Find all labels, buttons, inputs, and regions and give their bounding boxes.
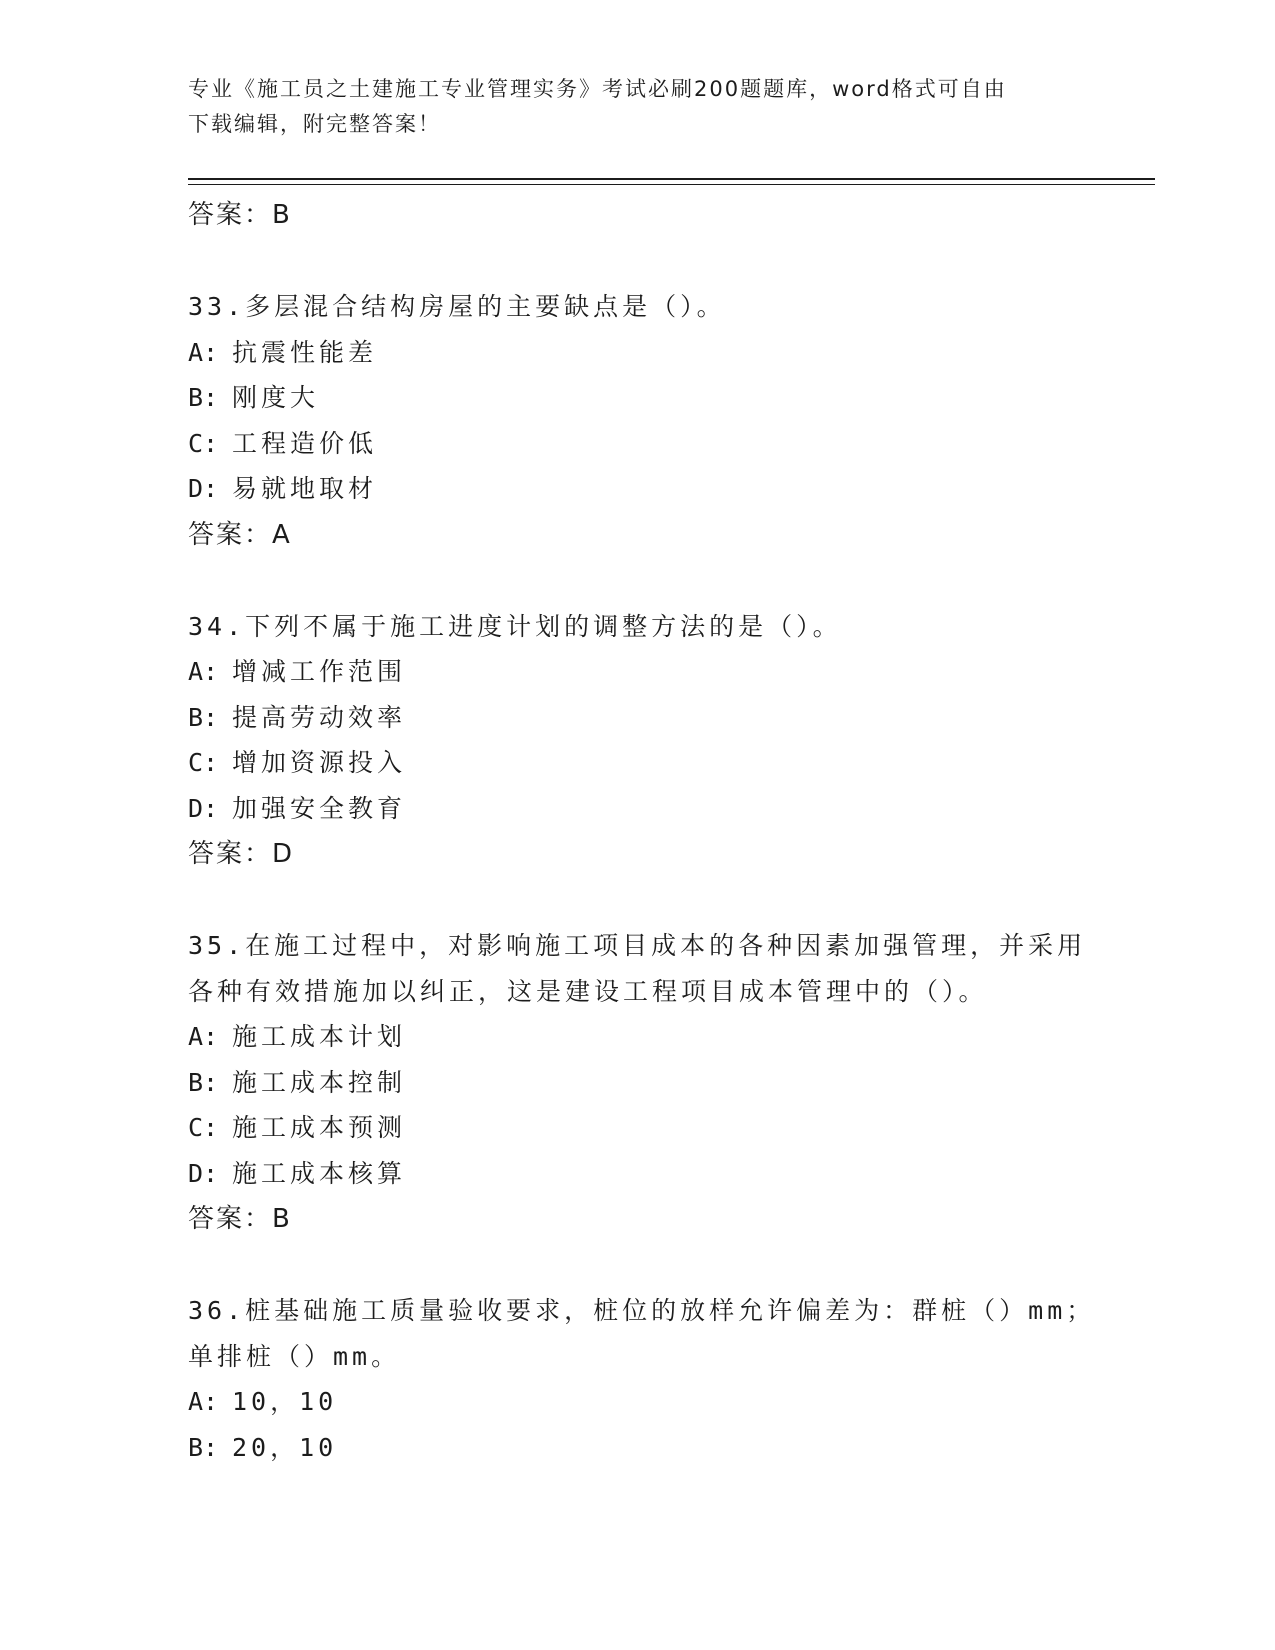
question-answer: 答案：A bbox=[188, 519, 292, 550]
question-text: 33.多层混合结构房屋的主要缺点是（）。 bbox=[188, 292, 726, 321]
option-text: 加强安全教育 bbox=[232, 793, 407, 823]
header-line-2: 下载编辑，附完整答案！ bbox=[188, 112, 441, 136]
question-36 bbox=[188, 1288, 1096, 1470]
option-label: B: bbox=[188, 383, 219, 412]
question-answer: 答案：B bbox=[188, 1204, 292, 1234]
option-text: 增减工作范围 bbox=[232, 657, 407, 686]
header-line-1: 专业《施工员之土建施工专业管理实务》考试必刷200题题库，word格式可自由 bbox=[188, 77, 1007, 101]
option-c bbox=[188, 740, 1088, 786]
option-b bbox=[188, 1425, 1088, 1471]
option-label: A: bbox=[188, 1022, 219, 1051]
option-d bbox=[188, 466, 1088, 512]
question-text: 34.下列不属于施工进度计划的调整方法的是（）。 bbox=[188, 611, 842, 641]
option-label: C: bbox=[188, 428, 219, 458]
option-label: B: bbox=[188, 1067, 219, 1097]
option-label: B: bbox=[188, 702, 219, 732]
option-a bbox=[188, 649, 1088, 695]
previous-answer: 答案：B bbox=[188, 200, 292, 230]
option-text: 10，10 bbox=[232, 1387, 338, 1416]
option-b bbox=[188, 1060, 1088, 1106]
document-header bbox=[188, 72, 1088, 142]
option-text: 刚度大 bbox=[232, 383, 320, 412]
option-b bbox=[188, 375, 1088, 421]
question-text: 35.在施工过程中，对影响施工项目成本的各种因素加强管理，并采用 bbox=[188, 931, 1087, 960]
question-34 bbox=[188, 604, 1088, 878]
option-text: 施工成本预测 bbox=[232, 1113, 407, 1142]
option-label: D: bbox=[188, 1158, 219, 1188]
option-text: 施工成本计划 bbox=[232, 1022, 407, 1051]
option-label: A: bbox=[188, 657, 219, 686]
option-d bbox=[188, 1151, 1088, 1197]
question-35 bbox=[188, 923, 1088, 1242]
option-text: 施工成本核算 bbox=[232, 1158, 407, 1188]
option-label: D: bbox=[188, 474, 219, 503]
header-divider-thin bbox=[188, 184, 1155, 185]
option-b bbox=[188, 695, 1088, 741]
option-label: A: bbox=[188, 1387, 219, 1416]
option-d bbox=[188, 786, 1088, 832]
question-list bbox=[188, 192, 1096, 1470]
option-a bbox=[188, 330, 1088, 376]
option-text: 20，10 bbox=[232, 1432, 338, 1462]
option-c bbox=[188, 1105, 1088, 1151]
question-text: 36.桩基础施工质量验收要求，桩位的放样允许偏差为：群桩（）mm； bbox=[188, 1296, 1096, 1325]
option-label: C: bbox=[188, 748, 219, 777]
option-c bbox=[188, 421, 1088, 467]
option-text: 工程造价低 bbox=[232, 428, 378, 458]
option-a bbox=[188, 1379, 1088, 1425]
option-text: 施工成本控制 bbox=[232, 1067, 407, 1097]
option-label: B: bbox=[188, 1432, 219, 1462]
option-a bbox=[188, 1014, 1088, 1060]
question-text-continued: 单排桩（）mm。 bbox=[188, 1341, 401, 1371]
option-label: D: bbox=[188, 793, 219, 823]
question-answer: 答案：D bbox=[188, 839, 295, 869]
option-text: 增加资源投入 bbox=[232, 748, 407, 777]
option-text: 提高劳动效率 bbox=[232, 702, 407, 732]
option-text: 抗震性能差 bbox=[232, 337, 378, 367]
question-text-continued: 各种有效措施加以纠正，这是建设工程项目成本管理中的（）。 bbox=[188, 976, 988, 1006]
question-33 bbox=[188, 284, 1088, 558]
option-label: C: bbox=[188, 1113, 219, 1142]
option-label: A: bbox=[188, 337, 219, 367]
option-text: 易就地取材 bbox=[232, 474, 378, 503]
header-divider-thick bbox=[188, 178, 1155, 180]
